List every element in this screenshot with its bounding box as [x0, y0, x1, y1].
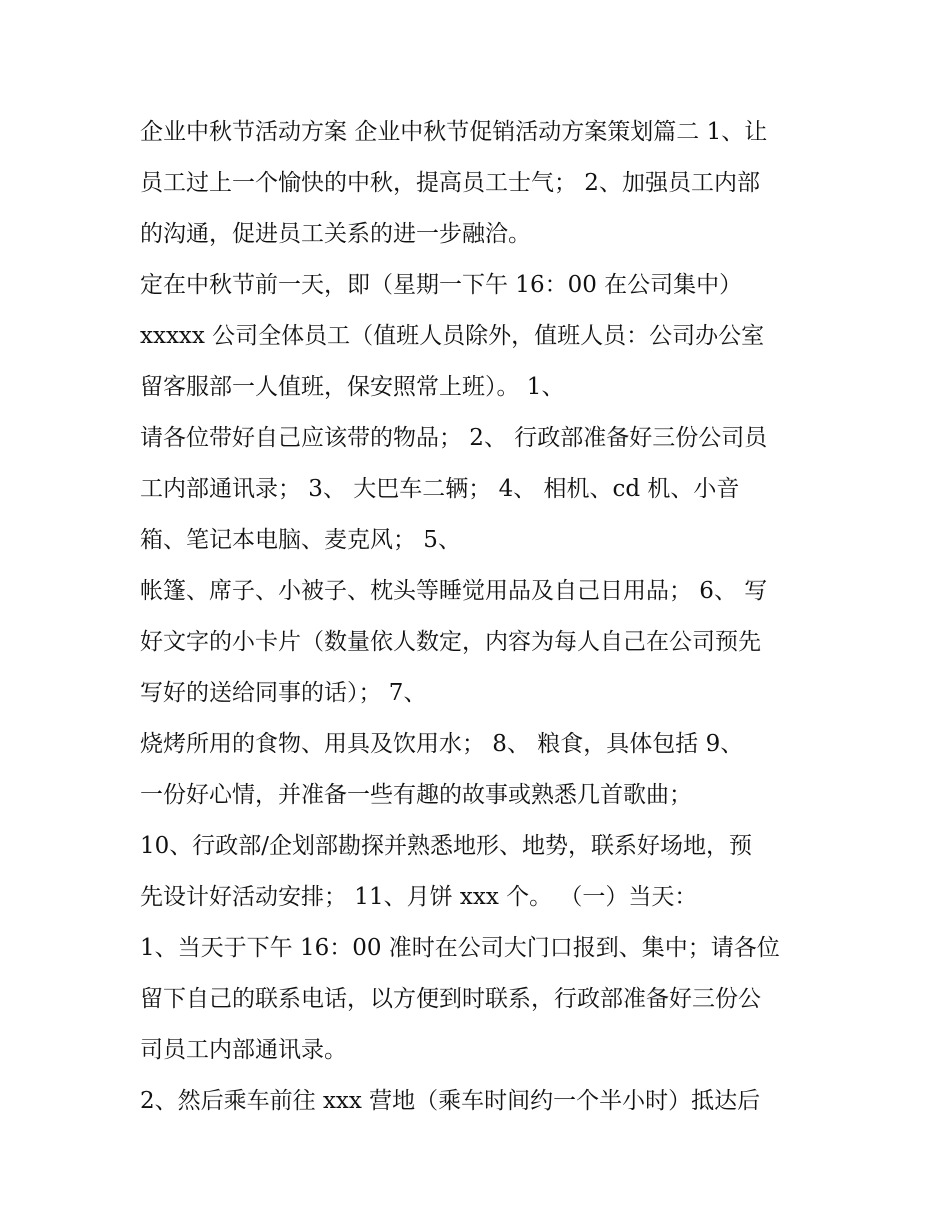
text-line: 工内部通讯录； 3、 大巴车二辆； 4、 相机、cd 机、小音 — [140, 476, 740, 502]
text-line: 留客服部一人值班，保安照常上班）。 1、 — [140, 374, 565, 400]
text-line: 定在中秋节前一天，即（星期一下午 16：00 在公司集中） — [140, 272, 743, 298]
text-line: 箱、笔记本电脑、麦克风； 5、 — [140, 527, 461, 553]
text-line: 司员工内部通讯录。 — [140, 1037, 347, 1063]
text-line: 帐篷、席子、小被子、枕头等睡觉用品及自己日用品； 6、 写 — [140, 578, 768, 604]
text-line: xxxxx 公司全体员工（值班人员除外，值班人员：公司办公室 — [140, 323, 765, 349]
text-line: 10、行政部/企划部勘探并熟悉地形、地势，联系好场地，预 — [140, 833, 753, 859]
text-line: 2、然后乘车前往 xxx 营地（乘车时间约一个半小时）抵达后 — [140, 1088, 761, 1114]
text-line: 员工过上一个愉快的中秋，提高员工士气； 2、加强员工内部 — [140, 170, 760, 196]
text-line: 好文字的小卡片（数量依人数定，内容为每人自己在公司预先 — [140, 629, 761, 655]
text-line: 先设计好活动安排； 11、月饼 xxx 个。 （一）当天： — [140, 884, 698, 910]
text-line: 企业中秋节活动方案 企业中秋节促销活动方案策划篇二 1、让 — [140, 119, 768, 145]
text-line: 的沟通，促进员工关系的进一步融洽。 — [140, 221, 531, 247]
document-body — [140, 107, 820, 1127]
text-line: 留下自己的联系电话，以方便到时联系，行政部准备好三份公 — [140, 986, 761, 1012]
text-line: 1、当天于下午 16：00 准时在公司大门口报到、集中；请各位 — [140, 935, 780, 961]
text-line: 一份好心情，并准备一些有趣的故事或熟悉几首歌曲； — [140, 782, 692, 808]
text-line: 请各位带好自己应该带的物品； 2、 行政部准备好三份公司员 — [140, 425, 768, 451]
text-line: 写好的送给同事的话）； 7、 — [140, 680, 427, 706]
text-line: 烧烤所用的食物、用具及饮用水； 8、 粮食，具体包括 9、 — [140, 731, 744, 757]
